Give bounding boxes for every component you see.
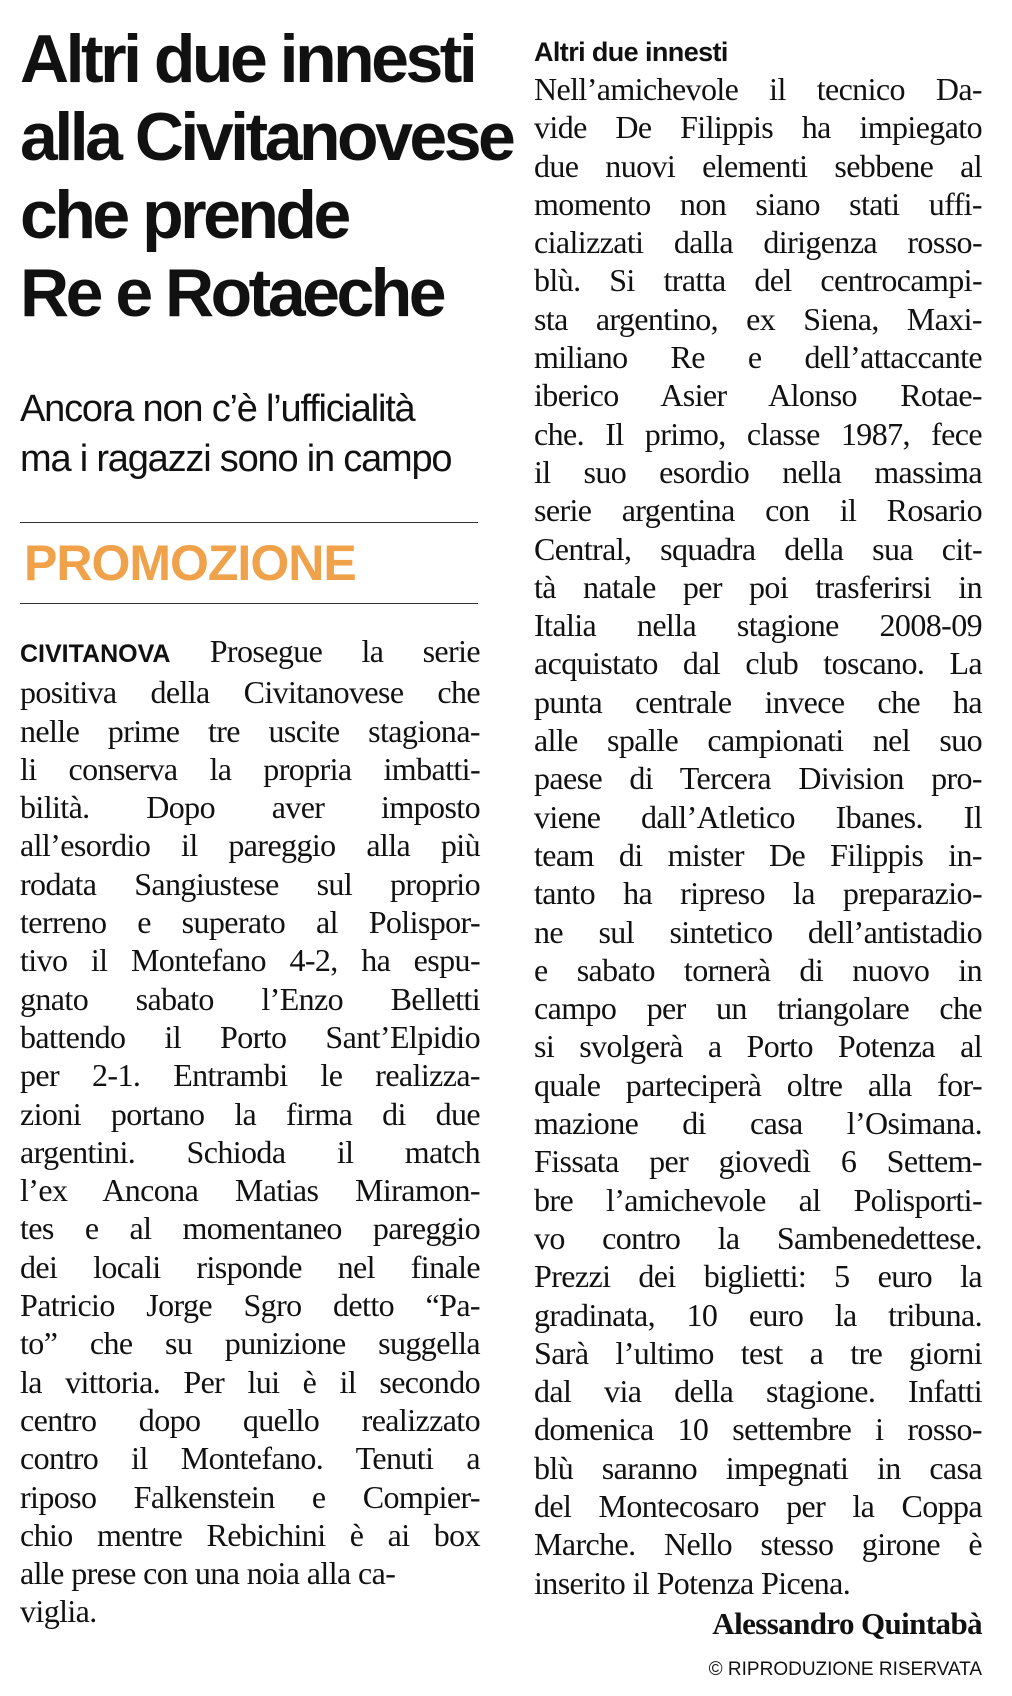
article-line: tivo il Montefano 4-2, ha espu- — [20, 942, 480, 979]
left-article-body — [20, 632, 480, 1631]
article-line: l’ex Ancona Matias Miramon- — [20, 1172, 480, 1209]
article-line: gnato sabato l’Enzo Belletti — [20, 980, 480, 1017]
article-line: alle spalle campionati nel suo — [534, 722, 982, 759]
article-line: tes e al momentaneo pareggio — [20, 1210, 480, 1247]
article-line: argentini. Schioda il match — [20, 1133, 480, 1170]
article-line: nelle prime tre uscite stagiona- — [20, 712, 480, 749]
article-line: il suo esordio nella massima — [534, 453, 982, 490]
article-line: centro dopo quello realizzato — [20, 1401, 480, 1438]
article-line: mazione di casa l’Osimana. — [534, 1105, 982, 1142]
article-line: tanto ha ripreso la preparazio- — [534, 875, 982, 912]
article-line: iberico Asier Alonso Rotae- — [534, 377, 982, 414]
article-line: viene dall’Atletico Ibanes. Il — [534, 798, 982, 835]
article-line — [20, 632, 480, 673]
subheadline-line: ma i ragazzi sono in campo — [20, 438, 452, 480]
article-line: Nell’amichevole il tecnico Da- — [534, 71, 982, 107]
article-line: zioni portano la firma di due — [20, 1095, 480, 1132]
author-byline: Alessandro Quintabà — [712, 1605, 982, 1641]
article-line: Fissata per giovedì 6 Settem- — [534, 1143, 982, 1180]
article-line: Marche. Nello stesso girone è — [534, 1526, 982, 1563]
article-line: che. Il primo, classe 1987, fece — [534, 415, 982, 452]
right-article-title: Altri due innesti — [534, 37, 728, 67]
article-line: quale parteciperà oltre alla for- — [534, 1066, 982, 1103]
section-divider-bottom — [20, 603, 478, 604]
copyright-notice: © RIPRODUZIONE RISERVATA — [708, 1658, 982, 1680]
article-line: Central, squadra della sua cit- — [534, 530, 982, 567]
article-line: viglia. — [20, 1593, 97, 1630]
article-line: si svolgerà a Porto Potenza al — [534, 1028, 982, 1065]
article-line: domenica 10 settembre i rosso- — [534, 1411, 982, 1448]
article-line: blù. Si tratta del centrocampi- — [534, 262, 982, 299]
article-line: tà natale per poi trasferirsi in — [534, 568, 982, 605]
article-line: dei locali risponde nel finale — [20, 1248, 480, 1285]
article-line: terreno e superato al Polispor- — [20, 904, 480, 941]
article-line: all’esordio il pareggio alla più — [20, 827, 480, 864]
subheadline-line: Ancora non c’è l’ufficialità — [20, 388, 415, 430]
first-line-text: Prosegue la serie — [209, 633, 480, 669]
article-line: acquistato dal club toscano. La — [534, 645, 982, 682]
right-column — [534, 36, 982, 1684]
article-line: contro il Montefano. Tenuti a — [20, 1440, 480, 1477]
article-line: campo per un triangolare che — [534, 990, 982, 1027]
article-line: ne sul sintetico dell’antistadio — [534, 913, 982, 950]
dateline: CIVITANOVA — [20, 640, 171, 668]
subheadline — [20, 384, 480, 484]
article-line: bre l’amichevole al Polisporti- — [534, 1181, 982, 1218]
article-line: Italia nella stagione 2008-09 — [534, 607, 982, 644]
article-line: e sabato tornerà di nuovo in — [534, 951, 982, 988]
article-line: vide De Filippis ha impiegato — [534, 109, 982, 146]
article-line: la vittoria. Per lui è il secondo — [20, 1363, 480, 1400]
headline-line: alla Civitanovese — [20, 99, 513, 175]
article-line: team di mister De Filippis in- — [534, 836, 982, 873]
article-line: Sarà l’ultimo test a tre giorni — [534, 1334, 982, 1371]
article-line: Patricio Jorge Sgro detto “Pa- — [20, 1287, 480, 1324]
headline-line: che prende — [20, 177, 348, 253]
article-line: rodata Sangiustese sul proprio — [20, 865, 480, 902]
article-line: positiva della Civitanovese che — [20, 674, 480, 711]
headline-line: Re e Rotaeche — [20, 255, 444, 331]
article-line: to” che su punizione suggella — [20, 1325, 480, 1362]
article-line: riposo Falkenstein e Compier- — [20, 1478, 480, 1515]
article-line: dal via della stagione. Infatti — [534, 1373, 982, 1410]
article-line: gradinata, 10 euro la tribuna. — [534, 1296, 982, 1333]
article-line: paese di Tercera Division pro- — [534, 760, 982, 797]
article-line: Prezzi dei biglietti: 5 euro la — [534, 1258, 982, 1295]
article-line: due nuovi elementi sebbene al — [534, 147, 982, 184]
section-label: PROMOZIONE — [24, 535, 356, 591]
right-article-body — [534, 70, 982, 1602]
article-line: cializzati dalla dirigenza rosso- — [534, 224, 982, 261]
article-line: sta argentino, ex Siena, Maxi- — [534, 300, 982, 337]
article-line: battendo il Porto Sant’Elpidio — [20, 1018, 480, 1055]
article-line: serie argentina con il Rosario — [534, 492, 982, 529]
left-column — [20, 20, 513, 1631]
article-line: li conserva la propria imbatti- — [20, 750, 480, 787]
article-line: del Montecosaro per la Coppa — [534, 1487, 982, 1524]
article-line: momento non siano stati uffi- — [534, 185, 982, 222]
article-line: punta centrale invece che ha — [534, 683, 982, 720]
article-line: vo contro la Sambenedettese. — [534, 1219, 982, 1256]
headline — [20, 20, 513, 332]
article-line: inserito il Potenza Picena. — [534, 1564, 851, 1601]
article-line: miliano Re e dell’attaccante — [534, 339, 982, 376]
article-line: alle prese con una noia alla ca- — [20, 1555, 396, 1592]
headline-line: Altri due innesti — [20, 21, 475, 97]
article-line: blù saranno impegnati in casa — [534, 1449, 982, 1486]
article-line: chio mentre Rebichini è ai box — [20, 1516, 480, 1553]
article-line: per 2-1. Entrambi le realizza- — [20, 1057, 480, 1094]
article-line: bilità. Dopo aver imposto — [20, 789, 480, 826]
